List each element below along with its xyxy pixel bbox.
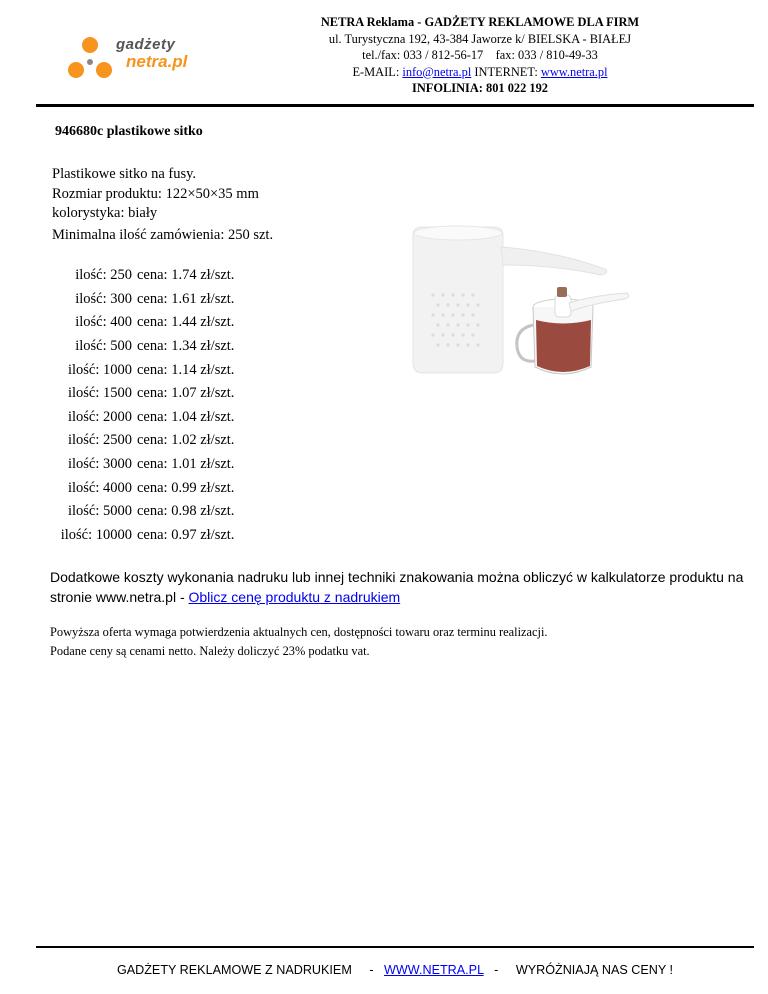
netra-logo[interactable] — [66, 36, 206, 82]
price-quantity: ilość: 1500 — [67, 385, 132, 402]
offer-note-vat: Podane ceny są cenami netto. Należy doliczyć 23% podatku vat. — [50, 644, 370, 658]
product-image — [405, 225, 635, 385]
footer-slogan-left: GADŻETY REKLAMOWE Z NADRUKIEM — [116, 963, 352, 977]
price-value: cena: 1.04 zł/szt. — [137, 408, 235, 425]
company-address: ul. Turystyczna 192, 43-384 Jaworze k/ BIELSKA - BIAŁEJ — [328, 31, 632, 46]
price-row — [52, 500, 234, 524]
price-value: cena: 1.61 zł/szt. — [137, 290, 235, 307]
price-value: cena: 1.01 zł/szt. — [137, 456, 235, 473]
price-row — [52, 476, 234, 500]
product-colors: kolorystyka: biały — [52, 205, 158, 221]
footer-separator-2: - — [494, 963, 499, 977]
price-row — [52, 382, 234, 406]
price-calculator-link[interactable]: Oblicz cenę produktu z nadrukiem — [188, 589, 401, 605]
logo-word-gadzety: gadżety — [116, 36, 176, 53]
header-divider — [36, 104, 754, 107]
footer-separator-1: - — [369, 963, 374, 977]
price-value: cena: 1.74 zł/szt. — [137, 267, 235, 284]
price-row — [52, 453, 234, 477]
description-text: Plastikowe sitko na fusy. — [52, 166, 197, 182]
price-row — [52, 406, 234, 430]
footer — [36, 963, 754, 977]
price-value: cena: 1.14 zł/szt. — [137, 361, 235, 378]
email-link[interactable]: info@netra.pl — [402, 64, 472, 79]
email-label: E-MAIL: — [352, 64, 400, 79]
logo-word-netra: netra.pl — [126, 52, 188, 71]
footer-divider — [36, 946, 754, 948]
product-title: 946680c plastikowe sitko — [55, 124, 203, 139]
price-row — [52, 288, 234, 312]
price-quantity: ilość: 250 — [75, 267, 132, 284]
company-contact-block — [290, 14, 670, 97]
internet-label: INTERNET: — [474, 64, 538, 79]
price-row — [52, 429, 234, 453]
footer-slogan-right: WYRÓŻNIAJĄ NAS CENY ! — [515, 963, 674, 977]
price-quantity: ilość: 10000 — [60, 526, 132, 543]
footer-website-link[interactable]: WWW.NETRA.PL — [384, 963, 484, 977]
company-name: NETRA Reklama - GADŻETY REKLAMOWE DLA FIRM — [320, 15, 640, 29]
product-description — [52, 165, 259, 224]
price-table — [52, 264, 234, 547]
company-email-web — [290, 64, 670, 81]
price-value: cena: 1.07 zł/szt. — [137, 385, 235, 402]
price-quantity: ilość: 400 — [75, 314, 132, 331]
price-quantity: ilość: 1000 — [67, 361, 132, 378]
product-size: Rozmiar produktu: 122×50×35 mm — [52, 185, 259, 202]
price-row — [52, 311, 234, 335]
price-quantity: ilość: 4000 — [67, 479, 132, 496]
price-value: cena: 0.98 zł/szt. — [137, 503, 235, 520]
price-row — [52, 335, 234, 359]
company-phone: tel./fax: 033 / 812-56-17 fax: 033 / 810-49-33 — [362, 48, 598, 62]
offer-note-confirmation: Powyższa oferta wymaga potwierdzenia aktualnych cen, dostępności towaru oraz terminu realizacji. — [50, 625, 548, 639]
price-row — [52, 264, 234, 288]
price-value: cena: 1.02 zł/szt. — [137, 432, 235, 449]
price-quantity: ilość: 5000 — [67, 503, 132, 520]
price-row — [52, 524, 234, 548]
price-value: cena: 1.34 zł/szt. — [137, 338, 235, 355]
price-quantity: ilość: 2500 — [67, 432, 132, 449]
price-quantity: ilość: 300 — [75, 290, 132, 307]
minimum-order: Minimalna ilość zamówienia: 250 szt. — [52, 227, 274, 243]
price-value: cena: 1.44 zł/szt. — [137, 314, 235, 331]
price-value: cena: 0.99 zł/szt. — [137, 479, 235, 496]
logo-mark-icon — [66, 36, 114, 82]
website-link[interactable]: www.netra.pl — [540, 64, 608, 79]
printing-cost-text: Dodatkowe koszty wykonania nadruku lub innej techniki znakowania można obliczyć w kalkulatorze produktu na stronie www.netra.pl - — [50, 569, 744, 605]
price-value: cena: 0.97 zł/szt. — [137, 526, 235, 543]
price-quantity: ilość: 2000 — [67, 408, 132, 425]
offer-notes — [50, 623, 750, 661]
printing-cost-info — [50, 567, 750, 607]
hotline: INFOLINIA: 801 022 192 — [412, 81, 548, 95]
price-quantity: ilość: 500 — [75, 338, 132, 355]
price-quantity: ilość: 3000 — [67, 456, 132, 473]
price-row — [52, 358, 234, 382]
